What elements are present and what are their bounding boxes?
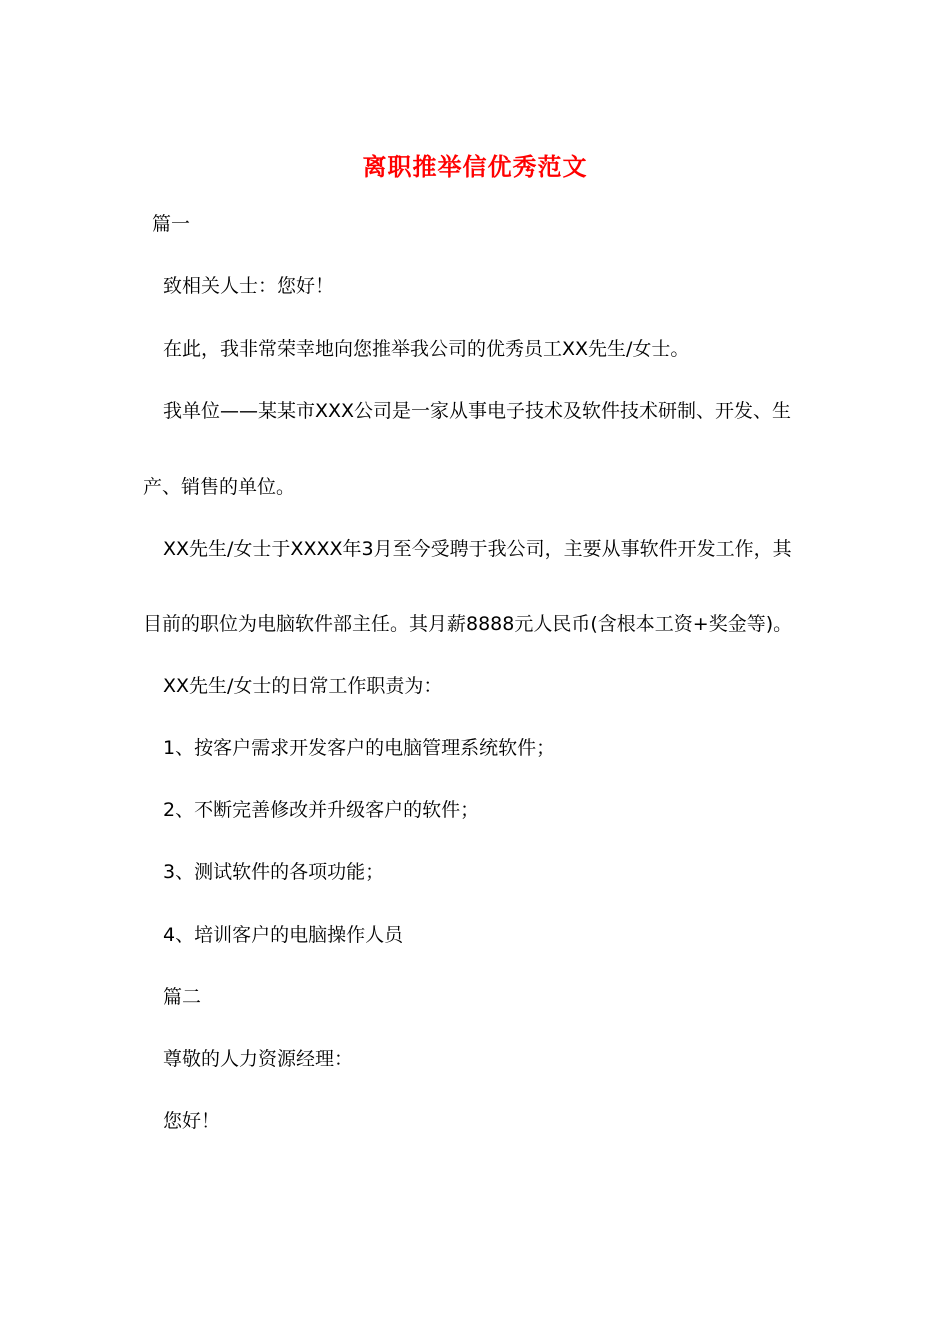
section-heading-1: 篇一 — [152, 213, 191, 235]
salutation-line: 尊敬的人力资源经理： — [163, 1048, 354, 1070]
list-item: 1、按客户需求开发客户的电脑管理系统软件； — [163, 737, 556, 759]
paragraph-line: 产、销售的单位。 — [143, 476, 296, 498]
paragraph-line: XX先生/女士的日常工作职责为： — [163, 675, 443, 697]
paragraph-line: XX先生/女士于XXXX年3月至今受聘于我公司，主要从事软件开发工作，其 — [163, 538, 792, 560]
greeting-line: 您好！ — [163, 1110, 221, 1132]
salutation-line: 致相关人士：您好！ — [163, 275, 335, 297]
paragraph-line: 目前的职位为电脑软件部主任。其月薪8888元人民币(含根本工资+奖金等)。 — [143, 613, 793, 635]
document-title: 离职推举信优秀范文 — [362, 152, 588, 181]
list-item: 4、培训客户的电脑操作人员 — [163, 924, 404, 946]
paragraph-line: 在此，我非常荣幸地向您推举我公司的优秀员工XX先生/女士。 — [163, 338, 690, 360]
section-heading-2: 篇二 — [163, 986, 202, 1008]
list-item: 2、不断完善修改并升级客户的软件； — [163, 799, 480, 821]
list-item: 3、测试软件的各项功能； — [163, 861, 385, 883]
paragraph-line: 我单位——某某市XXX公司是一家从事电子技术及软件技术研制、开发、生 — [163, 400, 792, 422]
